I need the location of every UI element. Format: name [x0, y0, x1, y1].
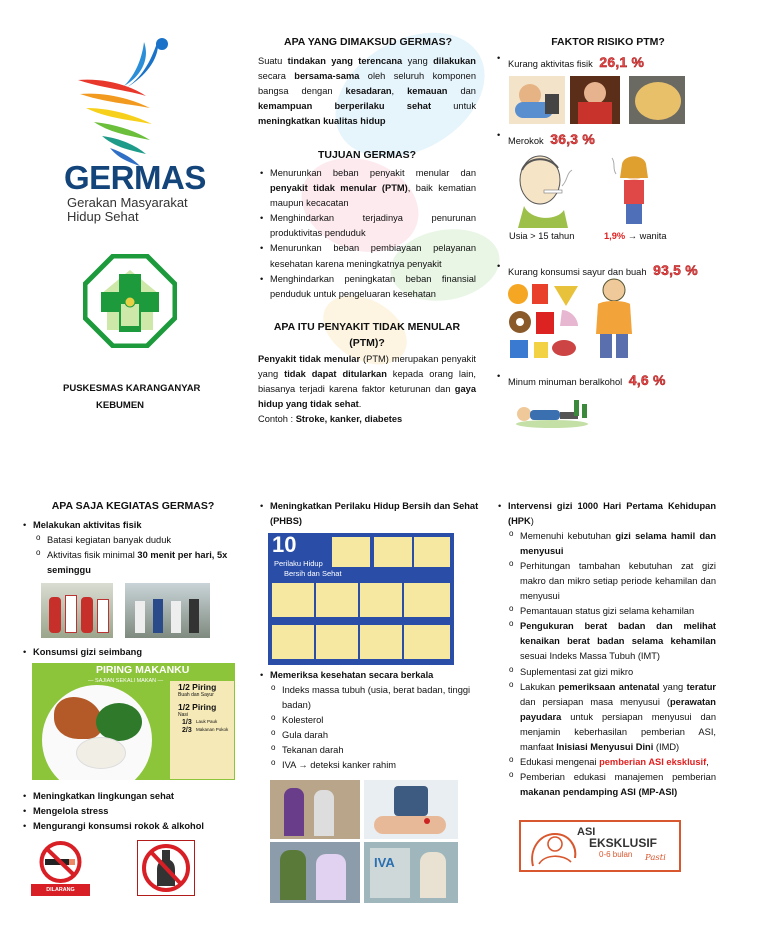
list-item: • Mengurangi konsumsi rokok & alkohol: [21, 819, 245, 834]
list-item-phbs: • Meningkatkan Perilaku Hidup Bersih dan Sehat (PHBS): [260, 501, 479, 527]
germas-title: GERMAS: [64, 159, 206, 196]
piring-title: PIRING MAKANKU: [96, 664, 190, 676]
list-subitem: o Pemberian edukasi manajemen pemberian makanan pendamping ASI (MP-ASI): [508, 770, 716, 800]
heading-tujuan: TUJUAN GERMAS?: [317, 149, 416, 162]
germas-subtitle-2: Hidup Sehat: [67, 209, 139, 224]
smoking-age-caption: Usia > 15 tahun: [509, 231, 575, 241]
list-subitem: o Kolesterol: [270, 713, 480, 728]
junk-food-icon: [504, 282, 582, 360]
list-item-hpk: • Intervensi gizi 1000 Hari Pertama Kehidupan (HPK): [498, 501, 716, 527]
list-item: • Menghindarkan peningkatan beban finansial penduduk untuk pengeluaran kesehatan: [258, 272, 476, 302]
list-item-checkup: • Memeriksa kesehatan secara berkala o Indeks massa tubuh (usia, berat badan, tinggi badan) o Kolesterol o Gula darah o Tekanan darah o IVA → deteksi kanker rahim: [258, 668, 480, 773]
smoking-woman-icon: [608, 154, 660, 228]
heading-risk-factors: FAKTOR RISIKO PTM?: [551, 36, 665, 48]
risk-item-vegetables: • Kurang konsumsi sayur dan buah 93,5 %: [497, 261, 698, 278]
list-subitem: o Aktivitas fisik minimal 30 menit per hari, 5x seminggu: [35, 548, 245, 578]
germas-subtitle-1: Gerakan Masyarakat: [67, 195, 188, 210]
list-item: • Melakukan aktivitas fisik o Batasi kegiatan banyak duduk o Aktivitas fisik minimal 30 menit per hari, 5x seminggu: [21, 518, 245, 578]
list-subitem: o IVA → deteksi kanker rahim: [270, 758, 480, 773]
blood-pressure-photo: [270, 842, 360, 903]
blood-test-photo: [364, 780, 458, 839]
list-item: • Menurunkan beban penyakit menular dan penyakit tidak menular (PTM), baik kematian maupun kecacatan: [258, 166, 476, 211]
list-subitem: o Tekanan darah: [270, 743, 480, 758]
germas-definition: Suatu tindakan yang terencana yang dilakukan secara bersama-sama oleh seluruh komponen bangsa dengan kesadaran, kemauan dan kemampuan berperilaku sehat untuk meningkatkan kualitas hidup: [258, 56, 477, 127]
smoking-man-icon: [510, 150, 580, 228]
list-item: • Menurunkan beban pembiayaan pelayanan kesehatan karena meningkatnya penyakit: [258, 241, 476, 271]
bottom-col1: [21, 498, 245, 578]
list-subitem: o Pemantauan status gizi selama kehamilan: [508, 604, 716, 619]
list-subitem: o Suplementasi zat gizi mikro: [508, 665, 716, 680]
smoking-women-caption: 1,9% → wanita: [604, 231, 667, 241]
drunk-man-icon: [512, 394, 592, 430]
germas-logo-icon: [74, 36, 174, 170]
risk-item-activity: • Kurang aktivitas fisik 26,1 %: [497, 53, 645, 70]
asi-eksklusif-badge: ASI EKSKLUSIF 0-6 bulan Pasti: [519, 820, 681, 872]
heading-what-is-germas: APA YANG DIMAKSUD GERMAS?: [283, 36, 452, 48]
piring-subtitle: — SAJIAN SEKALI MAKAN —: [88, 678, 164, 684]
list-subitem: o Gula darah: [270, 728, 480, 743]
puskesmas-city: KEBUMEN: [96, 400, 145, 411]
list-subitem: o Edukasi mengenai pemberian ASI eksklusif,: [508, 755, 716, 770]
piring-makanku-poster: PIRING MAKANKU — SAJIAN SEKALI MAKAN — 1/2 Piring Buah dan Sayur 1/2 Piring Nasi 1/3 Lauk Pauk 2/3 Makanan Pokok: [32, 663, 235, 780]
col2-top: [258, 34, 476, 427]
ptm-definition: Penyakit tidak menular (PTM) merupakan penyakit yang tidak dapat ditularkan kepada orang lain, biasanya terjadi karena faktor keturunan dan gaya hidup yang tidak sehat. Contoh : Stroke, kanker, diabetes: [258, 354, 476, 425]
list-subitem: o Batasi kegiatan banyak duduk: [35, 533, 245, 548]
list-subitem: o Pengukuran berat badan dan melihat kenaikan berat badan selama kehamilan sesuai Indeks Massa Tubuh (IMT): [508, 619, 716, 664]
belly-image: [629, 76, 685, 124]
list-subitem: o Perhitungan tambahan kebutuhan zat gizi makro dan mikro setiap periode kehamilan dan menyusui: [508, 559, 716, 604]
list-item: • Meningkatkan lingkungan sehat: [21, 789, 245, 804]
phbs-poster: 10 Perilaku Hidup Bersih dan Sehat: [268, 533, 454, 665]
exercise-kids-photo: [41, 583, 113, 638]
heading-ptm: APA ITU PENYAKIT TIDAK MENULAR (PTM)?: [273, 320, 461, 349]
lazy-person-image: [509, 76, 565, 124]
puskesmas-name: PUSKESMAS KARANGANYAR: [63, 383, 201, 394]
kid-gaming-image: [570, 76, 620, 124]
puskesmas-logo-icon: [83, 254, 177, 348]
bmi-check-photo: [270, 780, 360, 839]
risk-item-alcohol: • Minum minuman beralkohol 4,6 %: [497, 371, 666, 388]
sick-man-icon: [590, 276, 638, 360]
list-item: • Mengelola stress: [21, 804, 245, 819]
no-smoking-label: DILARANG MEROKOK!: [45, 887, 76, 905]
heading-kegiatan: APA SAJA KEGIATAS GERMAS?: [51, 500, 215, 512]
list-item: • Menghindarkan terjadinya penurunan produktivitas penduduk: [258, 211, 476, 241]
list-item-gizi: • Konsumsi gizi seimbang: [23, 647, 142, 657]
mother-baby-icon: [525, 826, 581, 870]
no-alcohol-icon: [137, 840, 195, 896]
bottom-col3: [496, 499, 716, 800]
list-subitem: o Lakukan pemeriksaan antenatal yang teratur dan persiapan masa menyusui (perawatan payudara untuk persiapan menyusui dan menjamin keberhasilan pemberian ASI, manfaat Inisiasi Menyusui Dini (IMD): [508, 680, 716, 755]
tujuan-list: [258, 166, 476, 301]
risk-item-smoking: • Merokok 36,3 %: [497, 130, 596, 147]
walking-people-photo: [125, 583, 210, 638]
kegiatan-list-2: [21, 789, 245, 834]
list-subitem: o Memenuhi kebutuhan gizi selama hamil dan menyusui: [508, 529, 716, 559]
iva-photo: IVA: [364, 842, 458, 903]
list-subitem: o Indeks massa tubuh (usia, berat badan, tinggi badan): [270, 683, 480, 713]
